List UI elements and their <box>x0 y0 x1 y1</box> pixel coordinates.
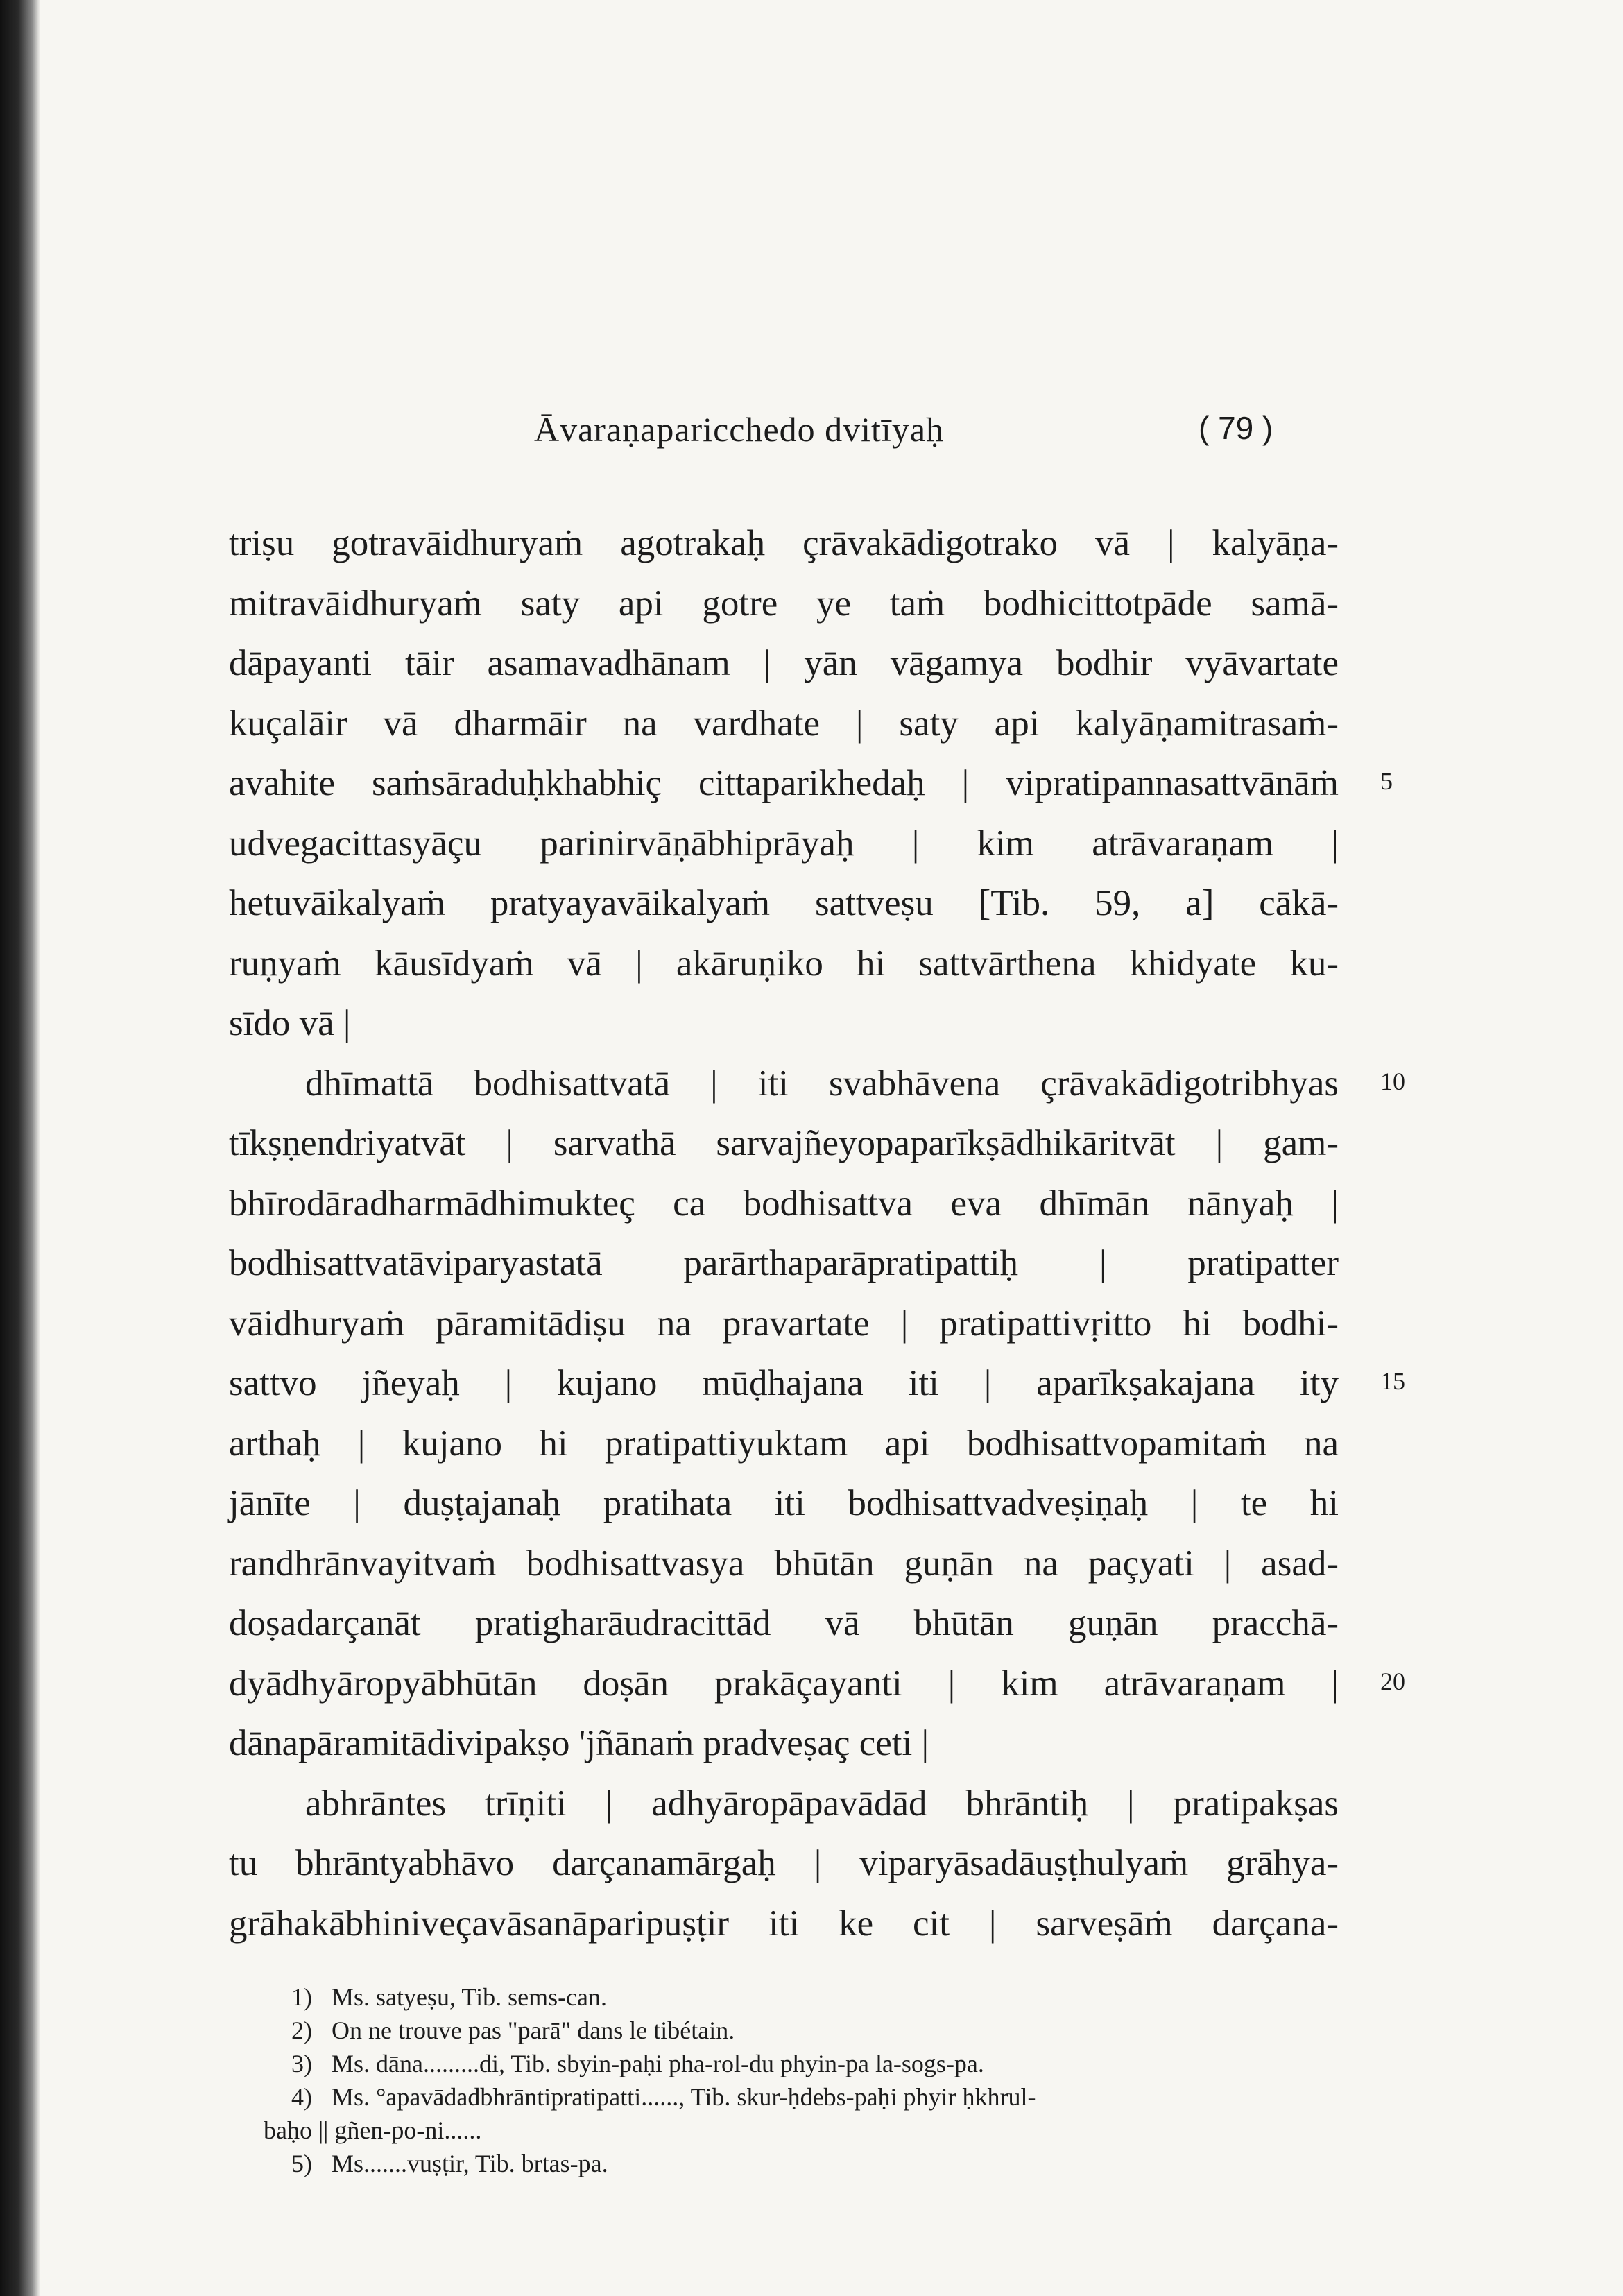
footnotes <box>264 1980 1373 2180</box>
footnote <box>264 2014 1373 2047</box>
footnote <box>264 2147 1373 2180</box>
text-line: bodhisattvatāviparyastatā parārthaparāpratipattiḥ | pratipatter <box>229 1243 1339 1283</box>
text-line: udvegacittasyāçu parinirvāṇābhiprāyaḥ | kim atrāvaraṇam | <box>229 823 1339 864</box>
text-line: dāpayanti tāir asamavadhānam | yān vāgamya bodhir vyāvartate <box>229 643 1339 683</box>
footnote-text: On ne trouve pas "parā" dans le tibétain. <box>332 2016 735 2044</box>
line-number-marker: 5 <box>1380 767 1393 795</box>
text-line: kuçalāir vā dharmāir na vardhate | saty api kalyāṇamitrasaṁ- <box>229 703 1339 744</box>
footnote-number: 2) <box>291 2016 312 2044</box>
text-line: hetuvāikalyaṁ pratyayavāikalyaṁ sattveṣu [Tib. 59, a] cākā- <box>229 883 1339 923</box>
text-line: abhrāntes trīṇiti | adhyāropāpavādād bhrāntiḥ | pratipakṣas <box>305 1783 1339 1824</box>
text-line: jānīte | duṣṭajanaḥ pratihata iti bodhisattvadveṣiṇaḥ | te hi <box>229 1483 1339 1523</box>
text-line: mitravāidhuryaṁ saty api gotre ye taṁ bodhicittotpāde samā- <box>229 583 1339 624</box>
footnote-number: 4) <box>291 2083 312 2111</box>
footnote-continuation: baḥo || gñen-po-ni...... <box>264 2116 482 2144</box>
footnote-text: Ms. dāna.........di, Tib. sbyin-paḥi pha-rol-du phyin-pa la-sogs-pa. <box>332 2050 984 2077</box>
text-line: triṣu gotravāidhuryaṁ agotrakaḥ çrāvakādigotrako vā | kalyāṇa- <box>229 523 1339 563</box>
text-line: tīkṣṇendriyatvāt | sarvathā sarvajñeyopaparīkṣādhikāritvāt | gam- <box>229 1123 1339 1163</box>
text-line: ruṇyaṁ kāusīdyaṁ vā | akāruṇiko hi sattvārthena khidyate ku- <box>229 943 1339 984</box>
text-line: tu bhrāntyabhāvo darçanamārgaḥ | viparyāsadāuṣṭhulyaṁ grāhya- <box>229 1843 1339 1883</box>
line-number-marker: 10 <box>1380 1068 1405 1095</box>
running-header <box>0 409 1623 465</box>
book-binding-edge <box>0 0 40 2296</box>
footnote-text: Ms. °apavādadbhrāntipratipatti......, Tib. skur-ḥdebs-paḥi phyir ḥkhrul- <box>332 2083 1036 2111</box>
page-number: ( 79 ) <box>1199 410 1273 446</box>
line-number-marker: 15 <box>1380 1367 1405 1395</box>
footnote-number: 5) <box>291 2150 312 2177</box>
footnote-text: Ms. satyeṣu, Tib. sems-can. <box>332 1983 608 2011</box>
text-line: sattvo jñeyaḥ | kujano mūḍhajana iti | aparīkṣakajana ity <box>229 1363 1339 1403</box>
text-line: grāhakābhiniveçavāsanāparipuṣṭir iti ke cit | sarveṣāṁ darçana- <box>229 1903 1339 1944</box>
text-line: dānapāramitādivipakṣo 'jñānaṁ pradveṣaç ceti | <box>229 1723 929 1763</box>
footnote <box>264 2080 1373 2114</box>
text-line: avahite saṁsāraduḥkhabhiç cittaparikhedaḥ | vipratipannasattvānāṁ <box>229 763 1339 803</box>
text-line: sīdo vā | <box>229 1003 351 1043</box>
footnote-number: 1) <box>291 1983 312 2011</box>
footnote-text: Ms.......vuṣṭir, Tib. brtas-pa. <box>332 2150 608 2177</box>
header-title: Āvaraṇaparicchedo dvitīyaḥ <box>534 410 945 449</box>
footnote <box>264 1980 1373 2014</box>
main-text <box>229 513 1339 1953</box>
text-line: dyādhyāropyābhūtān doṣān prakāçayanti | kim atrāvaraṇam | <box>229 1663 1339 1704</box>
text-line: dhīmattā bodhisattvatā | iti svabhāvena çrāvakādigotribhyas <box>305 1063 1339 1104</box>
text-line: doṣadarçanāt pratigharāudracittād vā bhūtān guṇān pracchā- <box>229 1603 1339 1643</box>
line-number-marker: 20 <box>1380 1668 1405 1695</box>
text-line: randhrānvayitvaṁ bodhisattvasya bhūtān guṇān na paçyati | asad- <box>229 1543 1339 1584</box>
footnote <box>264 2047 1373 2080</box>
footnote-number: 3) <box>291 2050 312 2077</box>
text-line: vāidhuryaṁ pāramitādiṣu na pravartate | pratipattivṛitto hi bodhi- <box>229 1303 1339 1344</box>
text-line: bhīrodāradharmādhimukteç ca bodhisattva eva dhīmān nānyaḥ | <box>229 1183 1339 1224</box>
text-line: arthaḥ | kujano hi pratipattiyuktam api bodhisattvopamitaṁ na <box>229 1423 1339 1464</box>
